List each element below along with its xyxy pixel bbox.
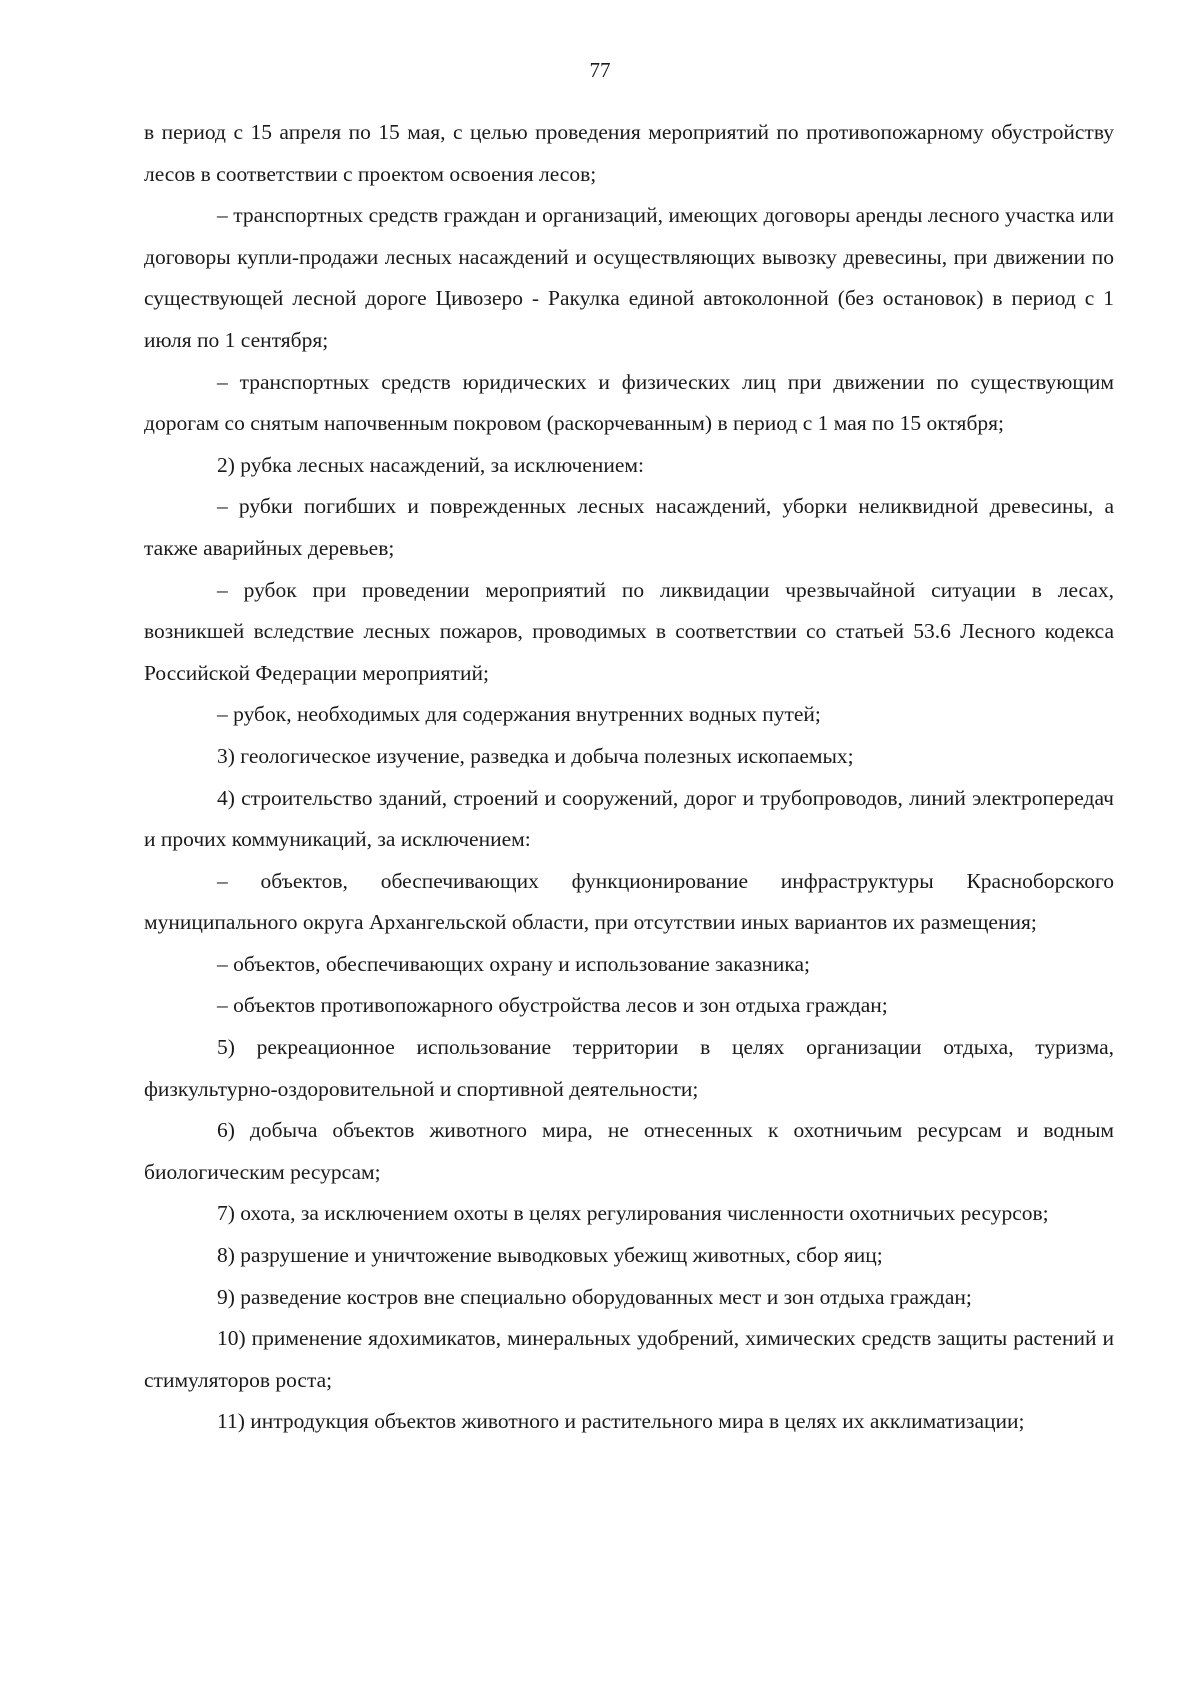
list-item-numbered: 9) разведение костров вне специально оборудованных мест и зон отдыха граждан; <box>217 1284 972 1309</box>
paragraph-continuation: в период с 15 апреля по 15 мая, с целью проведения мероприятий по противопожарному обустройству лесов в соответствии с проектом освоения лесов; <box>144 120 1114 186</box>
list-item-numbered: 2) рубка лесных насаждений, за исключением: <box>217 452 644 477</box>
list-item-numbered: 7) охота, за исключением охоты в целях регулирования численности охотничьих ресурсов; <box>217 1201 1049 1226</box>
list-item-dash: – транспортных средств юридических и физических лиц при движении по существующим дорогам со снятым напочвенным покровом (раскорчеванным) в период с 1 мая по 15 октября; <box>144 369 1114 436</box>
page-number: 77 <box>589 58 611 82</box>
list-item-dash: – объектов, обеспечивающих функционирование инфраструктуры Красноборского муниципального округа Архангельской области, при отсутствии иных вариантов их размещения; <box>144 868 1114 935</box>
list-item-numbered: 10) применение ядохимикатов, минеральных удобрений, химических средств защиты растений и стимуляторов роста; <box>144 1326 1114 1392</box>
list-item-numbered: 6) добыча объектов животного мира, не отнесенных к охотничьим ресурсам и водным биологическим ресурсам; <box>144 1118 1114 1184</box>
list-item-numbered: 11) интродукция объектов животного и растительного мира в целях их акклиматизации; <box>217 1409 1025 1434</box>
list-item-dash: – рубок, необходимых для содержания внутренних водных путей; <box>217 702 821 727</box>
list-item-numbered: 3) геологическое изучение, разведка и добыча полезных ископаемых; <box>217 743 854 768</box>
list-item-dash: – объектов противопожарного обустройства лесов и зон отдыха граждан; <box>217 993 888 1018</box>
list-item-dash: – рубки погибших и поврежденных лесных насаждений, уборки неликвидной древесины, а также аварийных деревьев; <box>144 494 1114 560</box>
list-item-dash: – объектов, обеспечивающих охрану и использование заказника; <box>217 951 811 976</box>
list-item-numbered: 4) строительство зданий, строений и сооружений, дорог и трубопроводов, линий электропередач и прочих коммуникаций, за исключением: <box>144 785 1114 852</box>
list-item-numbered: 8) разрушение и уничтожение выводковых убежищ животных, сбор яиц; <box>217 1243 883 1268</box>
list-item-numbered: 5) рекреационное использование территории в целях организации отдыха, туризма, физкультурно-оздоровительной и спортивной деятельности; <box>144 1035 1114 1101</box>
list-item-dash: – транспортных средств граждан и организаций, имеющих договоры аренды лесного участка или договоры купли-продажи лесных насаждений и осуществляющих вывозку древесины, при движении по существующей лесной дороге Цивозеро - Ракулка единой автоколонной (без остановок) в период с 1 июля по 1 сентября; <box>144 203 1114 352</box>
document-body <box>144 112 1114 1443</box>
list-item-dash: – рубок при проведении мероприятий по ликвидации чрезвычайной ситуации в лесах, возникшей вследствие лесных пожаров, проводимых в соответствии со статьей 53.6 Лесного кодекса Российской Федерации мероприятий; <box>144 577 1114 685</box>
